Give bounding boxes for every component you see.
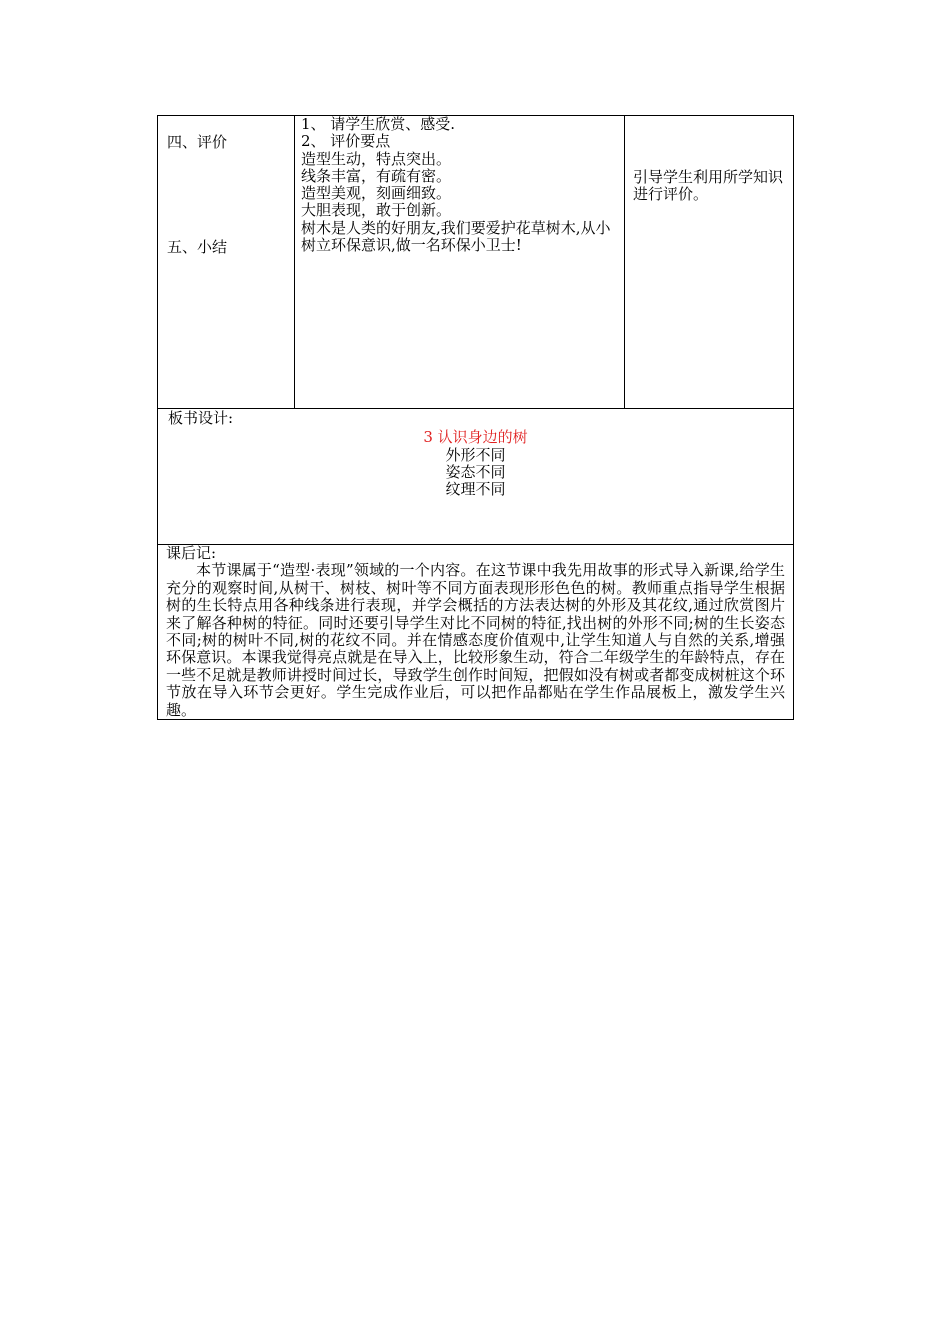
step-summary-label: 五、小结 — [167, 238, 228, 256]
after-class-notes-cell — [158, 545, 794, 720]
board-design-row — [158, 409, 794, 545]
after-class-notes-row — [158, 545, 794, 720]
board-design-line: 姿态不同 — [445, 462, 506, 481]
board-design-line: 纹理不同 — [445, 480, 506, 499]
activity-line: 造型美观，刻画细致。 — [301, 184, 452, 203]
intent-column — [625, 116, 794, 409]
activity-line: 造型生动，特点突出。 — [301, 149, 452, 168]
activity-line: 树木是人类的好朋友,我们要爱护花草树木,从小树立环保意识,做一名环保小卫士! — [301, 218, 611, 255]
activity-line: 1、 请学生欣赏、感受. — [301, 115, 456, 133]
lesson-plan-table — [157, 115, 794, 720]
activity-line: 2、 评价要点 — [301, 132, 391, 151]
step-evaluation-label: 四、评价 — [167, 133, 228, 151]
board-design-title: 3 认识身边的树 — [423, 428, 528, 447]
activity-line: 线条丰富，有疏有密。 — [301, 166, 452, 185]
board-design-cell — [158, 409, 794, 545]
board-design-line: 外形不同 — [445, 445, 506, 464]
board-design-heading: 板书设计: — [168, 409, 234, 427]
activity-column — [295, 116, 625, 409]
board-design-content — [168, 429, 783, 498]
evaluation-summary-row — [158, 116, 794, 409]
activity-line: 大胆表现，敢于创新。 — [301, 201, 452, 220]
after-class-notes-heading: 课后记: — [166, 544, 217, 562]
after-class-notes-body: 本节课属于“造型·表现”领域的一个内容。在这节课中我先用故事的形式导入新课,给学生充分的观察时间,从树干、树枝、树叶等不同方面表现形形色色的树。教师重点指导学生根据树的生长特点用各种线条进行表现，并学会概括的方法表达树的外形及其花纹,通过欣赏图片来了解各种树的特征。同时还要引导学生对比不同树的特征,找出树的外形不同;树的生长姿态不同;树的树叶不同,树的花纹不同。并在情感态度价值观中,让学生知道人与自然的关系,增强环保意识。本课我觉得亮点就是在导入上，比较形象生动，符合二年级学生的年龄特点，存在一些不足就是教师讲授时间过长，导致学生创作时间短，把假如没有树或者都变成树桩这个环节放在导入环节会更好。学生完成作业后，可以把作品都贴在学生作品展板上，激发学生兴趣。 — [166, 561, 785, 719]
step-column — [158, 116, 295, 409]
design-intent-text: 引导学生利用所学知识进行评价。 — [633, 168, 784, 204]
